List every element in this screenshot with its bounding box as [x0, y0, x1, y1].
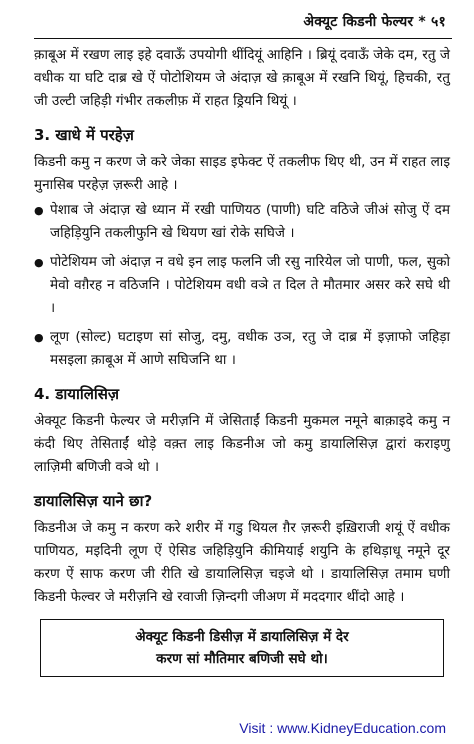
header-separator: * [418, 14, 426, 30]
what-is-dialysis-paragraph: किडनीअ जे कमु न करण करे शरीर में गडु थियल ग़ैर ज़रूरी इख़िराजी शयूं ऐं वधीक पाणियठ, मइदिनी लूण ऐं ऐसिड जहिड़ियुनि कीमियाई शयुनि के हथिड़ाधू नमूने दूर करण ऐं साफ करण जी रीति खे डायालिसिज़ चइजे थो । डायालिसिज़ तमाम घणी किडनी फेल्वर जे मरीज़नि खे रवाजी ज़िन्दगी जीअण में मददगार थींदो आहे । [34, 520, 450, 605]
section-heading-what-is-dialysis: डायालिसिज़ याने छा? [34, 492, 153, 510]
website-link[interactable]: www.KidneyEducation.com [277, 720, 446, 736]
callout-box [40, 619, 444, 677]
page-number: ५१ [431, 14, 446, 30]
list-item: ● लूण (सोल्ट) घटाइण सां सोजु, दमु, वधीक उञ, रतु जे दाब्र में इज़ाफो जहिड़ा मसइला क़ाबूअ में आणे सघिजनि था । [34, 326, 450, 372]
intro-paragraph: क़ाबूअ में रखण लाइ इहे दवाऊँ उपयोगी थींदियूं आहिनि । ब्रियूं दवाऊँ जेके दम, रतु जे वधीक या घटि दाब्र खे ऐं पोटोशियम जे अंदाज़ खे क़ाबूअ में रखनि थियूं, हिचकी, रतु जी उल्टी जहिड़ी गंभीर तकलीफ़ में राहत ड्रियनि थियूं । [34, 47, 450, 109]
visit-label: Visit : [239, 720, 274, 736]
diet-bullet-list [34, 199, 450, 372]
list-item: ● पेशाब जे अंदाज़ खे ध्यान में रखी पाणियठ (पाणी) घटि वठिजे जीअं सोजु ऐं दम जहिड़ियुनि तकलीफुनि खे थियण खां रोके सघिजे । [34, 199, 450, 245]
section-heading-dialysis: 4. डायालिसिज़ [34, 385, 120, 403]
page-body [34, 44, 450, 677]
section-heading-diet: 3. खाधे में परहेज़ [34, 126, 134, 144]
list-item: ● पोटेशियम जो अंदाज़ न वधे इन लाइ फलनि जी रसु नारियेल जो पाणी, फल, सुको मेवो वग़ैरह न वठिजनि । पोटेशियम वधी वञे त दिल ते मौतमार असर करे सघे थी । [34, 251, 450, 320]
running-title: अेक्यूट किडनी फेल्यर [303, 14, 414, 30]
dialysis-paragraph: अेक्यूट किडनी फेल्यर जे मरीज़नि में जेसिताईं किडनी मुकमल नमूने बाक़ाइदे कमु न कंदी थिए तेसिताईं थोड़े वक़्त लाइ किडनीअ जो कमु डायालिसिज़ द्वारां कराइणु लाज़िमी बणिजी वञे थो । [34, 413, 450, 475]
header-rule [34, 38, 452, 39]
callout-line-2: करण सां मौतिमार बणिजी सघे थो। [156, 651, 328, 667]
footer [239, 720, 446, 736]
diet-paragraph: किडनी कमु न करण जे करे जेका साइड इफेक्ट ऐं तकलीफ थिए थी, उन में राहत लाइ मुनासिब परहेज़ ज़रूरी आहे । [34, 154, 450, 193]
callout-line-1: अेक्यूट किडनी डिसीज़ में डायालिसिज़ में देर [135, 629, 349, 645]
running-header [303, 12, 446, 31]
